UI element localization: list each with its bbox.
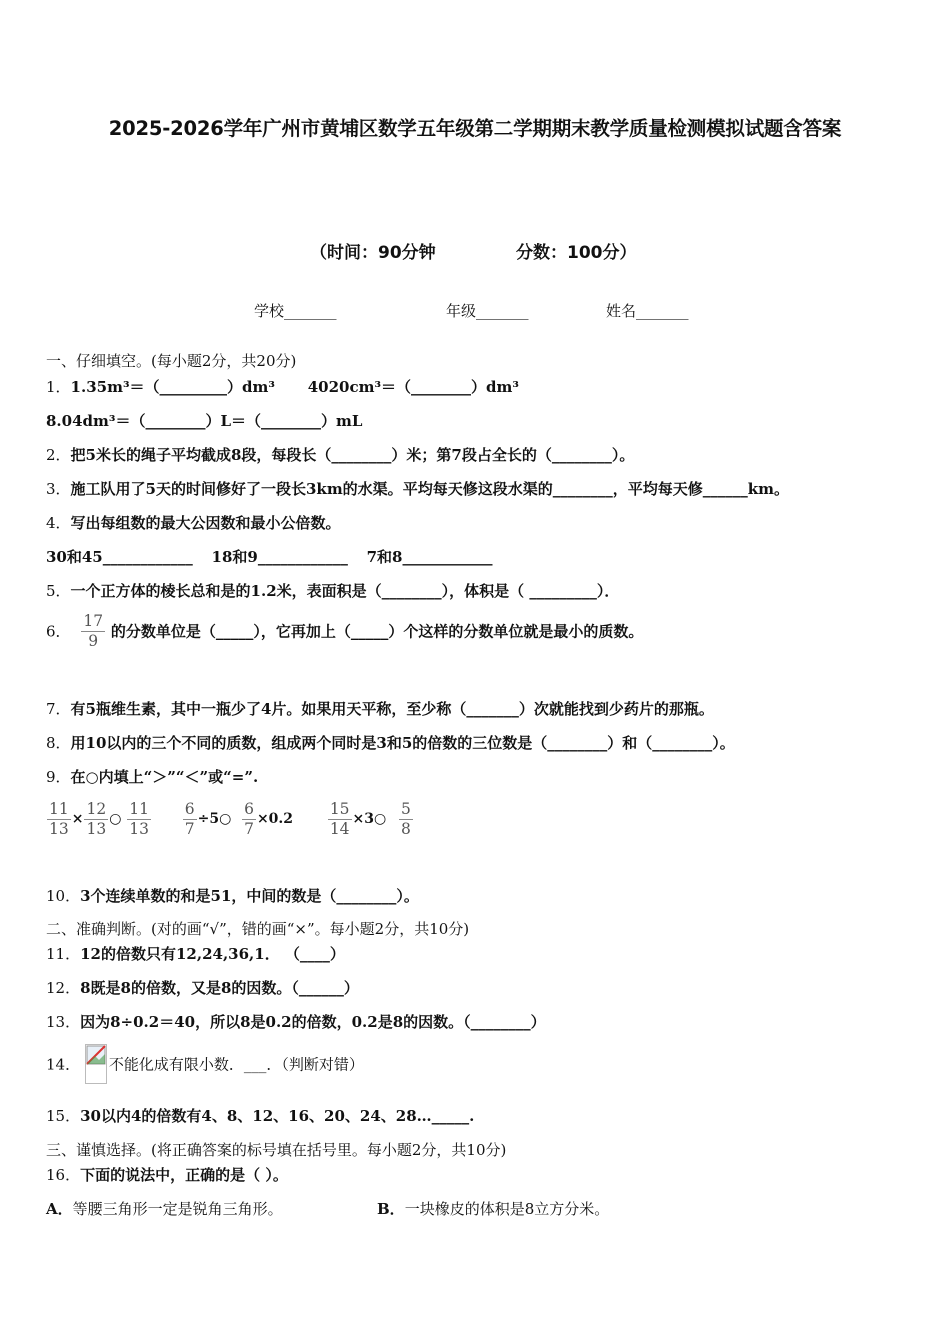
question-1-part-b: 4020cm³＝（________）dm³ [307,378,519,396]
fraction [47,800,71,838]
grade-field: 年级_______ [446,302,529,320]
question-text: 下面的说法中，正确的是（ ）。 [80,1166,288,1184]
question-16 [46,1164,288,1185]
question-10 [46,885,419,906]
question-text: 有5瓶维生素，其中一瓶少了4片。如果用天平称，至少称（_______）次就能找到少药片的那瓶。 [70,700,714,718]
fraction [127,800,151,838]
denominator: 9 [88,631,99,650]
question-4 [46,512,341,533]
time-info: （时间：90分钟 [310,243,436,263]
question-2 [46,444,634,465]
question-7 [46,698,714,719]
denominator: 7 [184,819,195,838]
denominator: 8 [401,819,411,838]
fraction [328,800,352,838]
question-text: 写出每组数的最大公因数和最小公倍数。 [70,514,341,532]
question-9 [46,766,258,787]
question-4-part-b: 18和9____________ [211,548,348,566]
numerator: 15 [329,800,350,818]
school-field: 学校_______ [254,302,337,320]
question-8 [46,732,735,753]
question-14 [46,1044,364,1084]
operator: × [71,811,84,828]
fraction [242,800,256,838]
fraction [183,800,197,838]
question-3 [46,478,789,499]
section-2-heading: 二、准确判断。(对的画“√”，错的画“×”。每小题2分，共10分) [46,920,470,938]
denominator: 14 [329,819,350,838]
numerator: 12 [86,800,107,818]
question-text: 3个连续单数的和是51，中间的数是（________）。 [80,887,419,905]
denominator: 7 [244,819,254,838]
page-title: 2025-2026学年广州市黄埔区数学五年级第二学期期末教学质量检测模拟试题含答案 [108,117,842,140]
question-number: 11． [46,945,81,963]
broken-image-icon [85,1044,107,1084]
question-text: 一个正方体的棱长总和是的1.2米，表面积是（________），体积是（ _________）． [70,582,620,600]
question-1-line-2 [46,410,362,431]
question-number: 8． [46,734,71,752]
question-number: 7． [46,700,71,718]
option-text: 等腰三角形一定是锐角三角形。 [72,1200,283,1218]
question-number: 9． [46,768,71,786]
question-5 [46,580,619,601]
operator: ÷5○ [197,811,232,828]
question-text: 30以内4的倍数有4、8、12、16、20、24、28…_____. [80,1107,475,1125]
question-11 [46,943,345,964]
question-number: 2． [46,446,71,464]
compare-circle: ○ [109,811,122,828]
question-number: 1． [46,378,71,396]
question-1-part-a: 1.35m³＝（_________）dm³ [70,378,275,396]
question-text: 用10以内的三个不同的质数，组成两个同时是3和5的倍数的三位数是（________）和（________）。 [70,734,735,752]
denominator: 13 [86,819,107,838]
question-text: 施工队用了5天的时间修好了一段长3km的水渠。平均每天修这段水渠的________，平均每天修______km。 [70,480,789,498]
denominator: 13 [49,819,69,838]
question-number: 13． [46,1013,81,1031]
numerator: 17 [83,612,104,630]
score-info: 分数：100分） [516,243,637,263]
question-number: 6． [46,622,71,641]
section-3-heading: 三、谨慎选择。(将正确答案的标号填在括号里。每小题2分，共10分) [46,1141,507,1159]
question-text: 在○内填上“＞”“＜”或“=”. [70,768,259,786]
fraction [81,612,105,650]
denominator: 13 [129,819,149,838]
question-number: 14． [46,1055,81,1074]
question-15 [46,1105,474,1126]
question-16-option-a [46,1198,283,1219]
numerator: 11 [129,800,149,818]
question-4-part-c: 7和8____________ [366,548,493,566]
numerator: 6 [184,800,195,818]
question-13 [46,1011,546,1032]
numerator: 11 [49,800,69,818]
question-number: 5． [46,582,71,600]
question-12 [46,977,359,998]
question-number: 4． [46,514,71,532]
question-4-part-a: 30和45____________ [46,548,193,566]
question-6 [46,612,643,650]
question-number: 16． [46,1166,81,1184]
question-text: 8既是8的倍数，又是8的因数。（______） [80,979,359,997]
question-1 [46,376,519,397]
question-text: 把5米长的绳子平均截成8段，每段长（________）米；第7段占全长的（________）。 [70,446,635,464]
operator: ×3○ [352,811,387,828]
option-text: 一块橡皮的体积是8立方分米。 [404,1200,610,1218]
numerator: 5 [401,800,411,818]
question-1-part-c: 8.04dm³＝（________）L＝（________）mL [46,412,363,430]
question-number: 15． [46,1107,81,1125]
question-number: 3． [46,480,71,498]
question-4-answers [46,546,493,567]
operator: ×0.2 [256,811,294,828]
question-text: 的分数单位是（_____），它再加上（_____）个这样的分数单位就是最小的质数。 [110,622,644,641]
option-label: B． [377,1200,405,1218]
name-field: 姓名_______ [606,302,689,320]
numerator: 6 [244,800,254,818]
fraction [84,800,108,838]
fraction [399,800,413,838]
option-label: A． [46,1200,73,1218]
question-9-expressions [46,800,414,838]
question-number: 10． [46,887,81,905]
section-1-heading: 一、仔细填空。(每小题2分，共20分) [46,352,297,370]
question-text: 12的倍数只有12,24,36,1． （____） [80,945,345,963]
question-16-option-b [377,1198,609,1219]
question-text: 因为8÷0.2＝40，所以8是0.2的倍数，0.2是8的因数。（________） [80,1013,546,1031]
question-text: 不能化成有限小数．___．（判断对错） [108,1055,364,1074]
question-number: 12． [46,979,81,997]
